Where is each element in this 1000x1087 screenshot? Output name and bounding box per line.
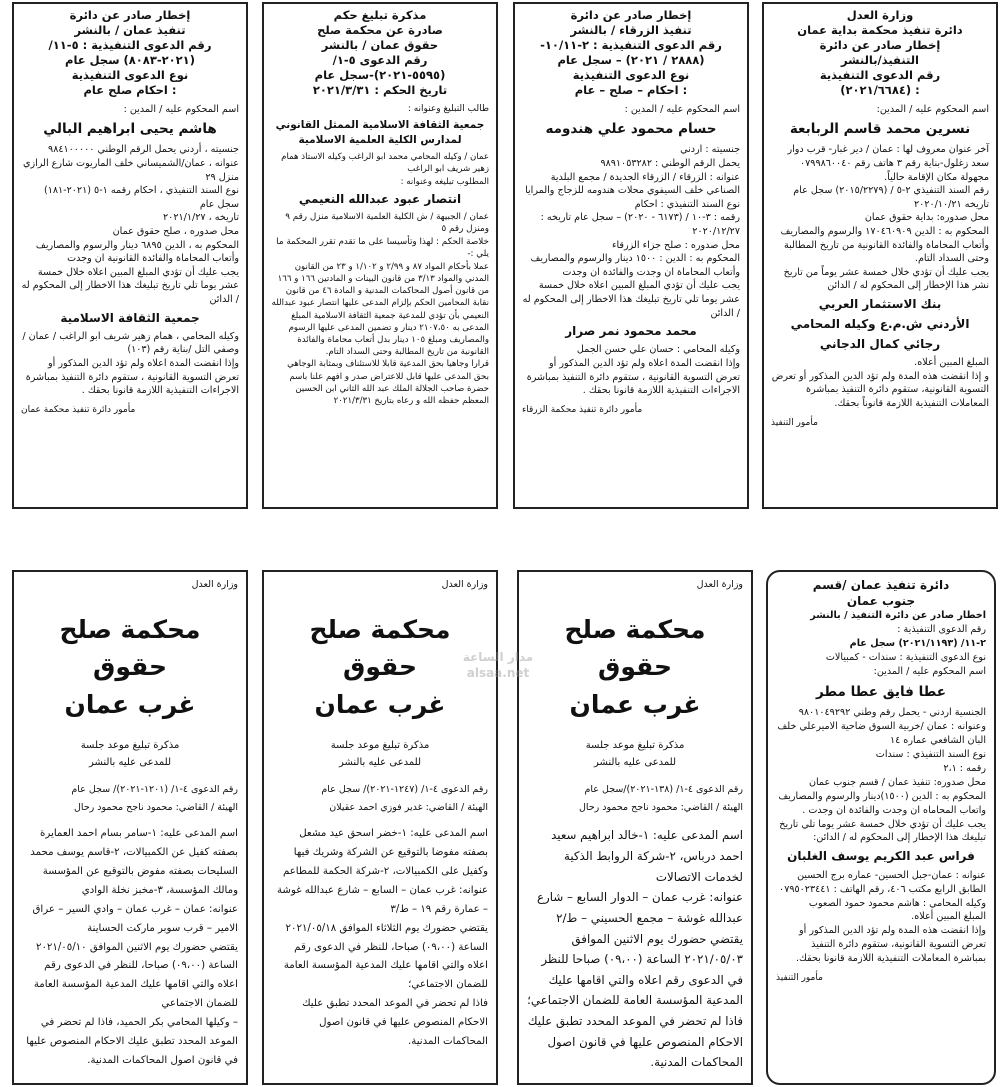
judge-name: الهيئة / القاضي: غدير فوزي احمد عقيلان xyxy=(329,802,488,814)
paragraph: وكيله المحامي : حسان علي حسن الجمل xyxy=(576,344,740,356)
notice-header xyxy=(21,8,239,98)
paragraph: اسم المحكوم عليه / المدين : xyxy=(123,103,239,115)
paragraph: طالب التبليغ وعنوانه : xyxy=(407,103,489,114)
header-line: مذكرة تبليغ حكم xyxy=(333,8,427,22)
header-line: نوع الدعوى التنفيذية xyxy=(572,67,690,82)
paragraph: – وكيلها المحامي بكر الحميد، فاذا لم تحضر في الموعد المحدد تطبق عليك الاحكام المنصوص عليها في قانون اصول المحاكمات المدنية. xyxy=(26,1017,238,1066)
creditor-name: رجائي كمال الدجاني xyxy=(819,337,941,352)
paragraph: اسم المحكوم عليه / المدين: xyxy=(876,103,989,115)
paragraph: قرارا وجاهيا بحق المدعية قابلا للاستئناف وبمثابة الوجاهي بحق المدعى عليها قابل للاعتراض صدر و افهم علنا باسم حضرة صاحب الجلالة الملك عبد الله الثاني ابن الحسين المعظم حفظه الله و رعاه بتاريخ ٢٠٢١/٣/٣١ xyxy=(287,359,489,407)
paragraph: عملا بأحكام المواد ٨٧ و ٢/٩٩ و ١/١٠٢ و ٢٣ من القانون المدني والمواد ٣/١٣ من قانون البينات و المادتين ١٦٦ و ١٦٦ من قانون أصول المحاكمات المدنية و المادة ٤٦ من قانون نقابة المحامين الحكم بإلزام المدعى عليها انتصار عبود عبدالله النعيمي بأن تؤدي للمدعية جمعية الثقافة الاسلامية المبلغ المدعى به ٢١٠٧،٥٠ دينار و تضمين المدعى عليها الرسوم والمصاريف ومبلغ ١٠٥ دينار بدل أتعاب محاماة والفائدة القانونية من تاريخ المطالبة وحتى السداد التام. xyxy=(271,261,489,358)
watermark-latin: alsaa.net xyxy=(466,665,530,680)
court-title xyxy=(527,611,743,724)
notice-west-amman-hearing-2 xyxy=(262,570,498,1085)
debtor-name: عطا فايق عطا مطر xyxy=(815,683,947,700)
paragraph: المحكوم به : الدين : ١٥٠٠ دينار والرسوم والمصاريف وأتعاب المحاماة ان وجدت والفائدة ان وجدت xyxy=(530,253,740,278)
header-line: رقم الدعوى ٥-١/ xyxy=(332,52,428,67)
creditor-name: محمد محمود نمر صرار xyxy=(565,324,697,339)
header-line: دائرة تنفيذ عمان /قسم xyxy=(812,578,950,592)
paragraph: رقمه : ٣-١٠ / (٦١٧٣ - ٢٠٢٠) – سجل عام تاريخه : ٢٠٢٠/١٢/٢٧ xyxy=(540,212,740,238)
notice-header xyxy=(271,8,489,98)
debtor-name: هاشم يحيى ابراهيم البالي xyxy=(43,121,217,138)
paragraph: وإذا انقضت المدة اعلاه ولم تؤد الدين المذكور أو تعرض التسوية القانونية ، ستقوم دائرة التنفيذ بمباشرة الاجراءات التنفيذية اللازمة قانونا بحقك . xyxy=(25,357,239,397)
subtitle-line: مذكرة تبليغ موعد جلسة xyxy=(585,740,685,752)
judge-name: الهيئة / القاضي: محمود ناجح محمود رحال xyxy=(579,802,743,814)
paragraph: يقتضي حضورك يوم الاثنين الموافق ٢٠٢١/٠٥/١٠ الساعة (٠٩،٠٠) صباحا، للنظر في الدعوى رقم اعلاه والتي اقامها عليك المدعية المؤسسة العامة للضمان الاجتماعي xyxy=(33,941,238,1010)
paragraph: فاذا لم تحضر في الموعد المحدد تطبق عليك الاحكام المنصوص عليها في قانون اصول المحاكمات المدنية. xyxy=(302,998,488,1047)
creditor-name: جمعية الثقافة الاسلامية xyxy=(60,310,200,325)
paragraph: المبلغ المبين أعلاه. xyxy=(914,357,989,369)
paragraph: يجب عليك أن تؤدي المبلغ المبين اعلاه خلال خمسة عشر يوما تلي تاريخ تبليغك هذا الاخطار إلى المحكوم له / الدائن xyxy=(522,280,740,319)
notice-amman-first-instance-execution xyxy=(762,2,998,509)
paragraph: الجنسية اردني - يحمل رقم وطني ٩٨٠١٠٤٩٢٩٢ xyxy=(798,707,986,719)
paragraph: نوع الدعوى التنفيذية : سندات - كمبيالات xyxy=(825,651,986,663)
case-number: رقم الدعوى ٤-١/ (١٣٨-٢٠٢١)/سجل عام xyxy=(584,784,743,796)
debtor-name: حسام محمود علي هندومه xyxy=(545,121,717,138)
paragraph: يقتضي حضورك يوم الثلاثاء الموافق ٢٠٢١/٠٥/١٨ الساعة (٠٩،٠٠) صباحا، للنظر في الدعوى رقم اعلاه والتي اقامها عليك المدعية المؤسسة العامة للضمان الاجتماعي؛ xyxy=(283,922,488,991)
notice-footer: مأمور دائرة تنفيذ محكمة الزرقاء xyxy=(522,404,643,415)
paragraph: محل صدوره: بداية حقوق عمان xyxy=(864,212,989,224)
header-line: تنفيذ عمان / بالنشر xyxy=(74,22,186,37)
header-line: نوع الدعوى التنفيذية xyxy=(71,67,189,82)
paragraph: المحكوم به ، الدين ٦٨٩٥ دينار والرسوم والمصاريف وأتعاب المحاماة والفائدة القانونية ان وجدت xyxy=(35,239,239,265)
notice-amman-magistrate-judgment xyxy=(262,2,498,509)
case-meta xyxy=(272,781,488,817)
paragraph: عنوانه : الزرقاء / الزرقاء الجديدة / مجمع البلدية الصناعي خلف السيفوي محلات هندومه للزجاج والمرايا xyxy=(525,171,740,197)
header-line: (٥٥٩٥-٢٠٢١)-سجل عام xyxy=(314,67,446,82)
ministry-label: وزارة العدل xyxy=(696,579,743,590)
court-title-line: محكمة صلح حقوق xyxy=(59,614,201,682)
paragraph: تاريخه ، ٢٠٢١/١/٢٧ xyxy=(163,212,239,224)
court-title-line: محكمة صلح حقوق xyxy=(309,614,451,682)
paragraph: جنسيته ، أردني يحمل الرقم الوطني ٩٨٤١٠٠٠٠٠ xyxy=(48,144,239,156)
paragraph: يقتضي حضورك يوم الاثنين الموافق ٢٠٢١/٠٥/٠٣ الساعة (٠٩،٠٠) صباحا للنظر في الدعوى رقم اعلاه والتي اقامها عليك المدعية المؤسسة العامة للضمان الاجتماعي؛ فاذا لم تحضر في الموعد المحدد تطبق عليك الاحكام المنصوص عليها في قانون اصول المحاكمات المدنية. xyxy=(527,931,743,1070)
ministry-label: وزارة العدل xyxy=(441,579,488,590)
subtitle-line: للمدعى عليه بالنشر xyxy=(88,757,172,769)
header-line: وزارة العدل xyxy=(846,8,914,22)
paragraph: اسم المحكوم عليه / المدين : xyxy=(624,103,740,115)
paragraph: عنوانه : عمان-جبل الحسين- عماره برج الحسين الطابق الرابع مكتب ٤٠٦، رقم الهاتف : ٠٧٩٥٠٢٣٤٤١ xyxy=(779,869,986,895)
court-title xyxy=(22,611,238,724)
header-line: دائرة تنفيذ محكمة بداية عمان xyxy=(797,22,963,37)
header-line: حقوق عمان / بالنشر xyxy=(321,37,439,52)
paragraph: اسم المحكوم عليه / المدين: xyxy=(873,665,986,677)
header-line: إخطار صادر عن دائرة xyxy=(819,37,941,52)
header-line: : (٢٠٢١/٦٦٨٤) xyxy=(840,82,920,97)
header-line: رقم الدعوى التنفيذية : ٥-١١/ xyxy=(48,37,212,52)
notice-footer: مأمور التنفيذ xyxy=(776,973,823,984)
paragraph: يحمل الرقم الوطني : ٩٨٩١٠٥٣٢٨٢ xyxy=(600,158,740,169)
paragraph: المطلوب تبليغه وعنوانه : xyxy=(400,176,489,187)
notice-subtitle xyxy=(22,737,238,771)
header-line: (٢٠٢١-٨٠٨٣) سجل عام xyxy=(65,52,195,67)
paragraph: يجب عليك أن تؤدي المبلغ المبين اعلاه خلال خمسة عشر يوما تلي تاريخ تبليغك هذا الاخطار إلى المحكوم له / الدائن xyxy=(21,266,239,306)
defendant-name: انتصار عبود عبدالله النعيمي xyxy=(298,191,462,206)
notice-footer: مأمور دائرة تنفيذ محكمة عمان xyxy=(21,404,136,415)
court-title-line: محكمة صلح حقوق xyxy=(564,614,706,682)
subtitle-line: للمدعى عليه بالنشر xyxy=(338,757,422,769)
paragraph: عمان / الجبيهة / ش الكلية العلمية الاسلامية منزل رقم ٩ ومنزل رقم ٥ xyxy=(285,211,489,235)
ministry-label: وزارة العدل xyxy=(191,579,238,590)
header-line: إخطار صادر عن دائرة xyxy=(570,8,692,22)
paragraph: اسم المدعى عليه: ١-سامر بسام احمد العمايرة بصفته كفيل عن الكمبيالات، ٢-قاسم يوسف محمد السليحات بصفته مفوض بالتوقيع عن المؤسسة ومالك المؤسسة، ٣-مخبز نخلة الوادي xyxy=(30,828,238,896)
header-line: : احكام صلح عام xyxy=(83,82,177,97)
paragraph: محل صدوره : صلح جزاء الزرقاء xyxy=(611,239,740,251)
notice-south-amman-execution xyxy=(766,570,996,1085)
paragraph: يجب عليك أن تؤدي خلال خمسة عشر يوما تلي تاريخ تبليغك هذا الإخطار إلى المحكوم له / الدائن: xyxy=(779,818,986,844)
paragraph: المحكوم به : الدين (١٥٠٠)دينار والرسوم والمصاريف واتعاب المحاماه ان وجدت والفائدة ان وجدت . xyxy=(778,790,986,816)
paragraph: عمان / وكيله المحامي محمد ابو الراغب وكيله الاستاذ همام زهير شريف ابو الراغب xyxy=(281,152,489,175)
paragraph: المحكوم به : الدين ١٧٠٤٦٠٩٠٩ والرسوم والمصاريف وأتعاب المحاماة والفائدة القانونية من تاريخ المطالبة وحتى السداد التام. xyxy=(780,226,989,265)
notice-west-amman-hearing-3 xyxy=(12,570,248,1085)
case-number: رقم الدعوى ٤-١/ (١٢٤٧-٢٠٢١)/ سجل عام xyxy=(321,784,488,796)
case-meta xyxy=(527,781,743,817)
notice-zarqa-execution xyxy=(513,2,749,509)
court-title-line: غرب عمان xyxy=(314,689,446,719)
paragraph: عنوانه: عمان – غرب عمان – وادي السير – عراق الامير – قرب سوبر ماركت الحساينة xyxy=(32,903,238,934)
paragraph: نوع السند التنفيذي : احكام xyxy=(634,198,740,210)
paragraph: وكيله المحامي ، همام زهير شريف ابو الراغب / عمان / وصفي التل /بناية رقم (١٠٣) xyxy=(22,330,239,356)
paragraph: عنوانه ، عمان/الشميساني خلف الماريوت شارع الرازي منزل ٢٩ xyxy=(22,158,239,183)
paragraph: وإذا انقضت هذه المدة ولم تؤد الدين المذكور أو تعرض التسوية القانونية، ستقوم دائرة التنفيذ بمباشرة المعاملات التنفيذية اللازمة قانونا بحقك. xyxy=(795,925,986,965)
paragraph: وإذا انقضت المدة اعلاه ولم تؤد الدين المذكور أو تعرض التسوية القانونية ، ستقوم دائرة التنفيذ بمباشرة الاجراءات التنفيذية اللازمة قانونا بحقك . xyxy=(526,357,740,397)
paragraph: نوع السند التنفيذي : سندات xyxy=(875,749,986,760)
paragraph: خلاصة الحكم : لهذا وتأسيسا على ما تقدم تقرر المحكمة ما يلي :- xyxy=(276,236,489,260)
creditor-name: الأردني ش.م.ع وكيله المحامي xyxy=(790,317,970,332)
header-line: رقم الدعوى التنفيذية xyxy=(819,67,941,82)
case-number: رقم الدعوى ٤-١/ (١٢٠١-٢٠٢١)/ سجل عام xyxy=(71,784,238,796)
header-line: رقم الدعوى التنفيذية : ٢-١٠/١١- xyxy=(540,37,722,52)
court-title-line: غرب عمان xyxy=(569,689,701,719)
case-meta xyxy=(22,781,238,817)
paragraph: وكيله المحامي : هاشم محمود حمود الصعوب xyxy=(808,897,986,909)
paragraph: جنسيته : اردني xyxy=(680,144,740,156)
header-line: (٢٨٨٨ / ٢٠٢١) – سجل عام xyxy=(557,52,705,67)
paragraph: رقم السند التنفيذي ٢-٥ / (٢٠١٥/٢٢٧٩) سجل عام تاريخه ٢٠٢٠/١٠/٢١ xyxy=(793,185,989,210)
paragraph: عنوانه: غرب عمان – السابع – شارع عبدالله غوشة – عمارة رقم ١٩ – ط/٣ xyxy=(276,884,488,915)
header-line: تاريخ الحكم : ٢٠٢١/٣/٣١ xyxy=(312,82,448,97)
notice-amman-execution xyxy=(12,2,248,509)
header-line: إخطار صادر عن دائرة xyxy=(69,8,191,22)
paragraph: ٢-١١/ (٢٠٢١/١١٩٣) سجل عام xyxy=(849,638,986,649)
paragraph: و إذا انقضت هذه المدة ولم تؤد الدين المذكور أو تعرض التسوية القانونية، ستقوم دائرة التنفيذ بمباشرة المعاملات التنفيذية اللازمة قانوناً بحقك. xyxy=(771,370,989,410)
paragraph: رقمه : ٢،١ xyxy=(943,762,986,774)
header-line: التنفيذ/بالنشر xyxy=(841,52,919,67)
paragraph: عنوانه: غرب عمان – الدوار السابع – شارع عبدالله غوشة – مجمع الحسيني – ط/٢ xyxy=(536,890,743,925)
creditor-name: فراس عبد الكريم يوسف الغلبان xyxy=(787,849,975,864)
paragraph: يجب عليك أن تؤدي خلال خمسة عشر يوماً من تاريخ نشر هذا الإخطار إلى المحكوم له / الدائن xyxy=(783,266,989,292)
judge-name: الهيئة / القاضي: محمود ناجح محمود رحال xyxy=(74,802,238,814)
watermark-arabic: مدار الساعة xyxy=(462,650,534,664)
court-title-line: غرب عمان xyxy=(64,689,196,719)
subtitle-line: مذكرة تبليغ موعد جلسة xyxy=(330,740,430,752)
header-line: : احكام – صلح – عام xyxy=(574,82,688,97)
notice-header xyxy=(522,8,740,98)
creditor-name: بنك الاستثمار العربي xyxy=(818,297,942,312)
paragraph: محل صدوره ، صلح حقوق عمان xyxy=(112,226,239,238)
paragraph: آخر عنوان معروف لها : عمان / دير غبار- قرب دوار سعد زغلول-بناية رقم ٣ هاتف رقم ٠٧٩٩٨٦٠٠٤٠ مجهولة مكان الإقامة حالياً. xyxy=(787,144,989,183)
requester-name: جمعية الثقافة الاسلامية الممثل القانوني لمدارس الكلية العلمية الاسلامية xyxy=(275,119,485,147)
paragraph: وعنوانه : عمان /خربية السوق ضاحية الاميرعلي خلف البان الشافعي عماره ١٤ xyxy=(777,721,986,747)
paragraph: رقم الدعوى التنفيذية : xyxy=(897,624,986,636)
notice-west-amman-hearing-1 xyxy=(517,570,753,1085)
header-line: صادرة عن محكمة صلح xyxy=(317,22,443,37)
notice-subtitle xyxy=(527,737,743,771)
watermark xyxy=(448,650,548,681)
paragraph: اسم المدعى عليه: ١-خضر اسحق عيد مشعل بصفته مفوضا بالتوقيع عن الشركة وشريك فيها وكفيل على الكمبيالات، ٢-شركة الحكمة للمطاعم xyxy=(282,828,488,878)
notice-header xyxy=(771,8,989,98)
paragraph: نوع السند التنفيذي ، احكام رقمه ١-٥ (٢٠٢١-١٨١) سجل عام xyxy=(43,185,239,210)
paragraph: اخطار صادر عن دائرة التنفيذ / بالنشر xyxy=(810,610,986,622)
header-line: جنوب عمان xyxy=(846,593,916,608)
debtor-name: نسرين محمد قاسم الربابعة xyxy=(789,121,971,138)
paragraph: اسم المدعى عليه: ١-خالد ابراهيم سعيد احمد درباس، ٢-شركة الروابط الذكية لخدمات الاتصالات xyxy=(551,828,743,884)
notice-footer: مأمور التنفيذ xyxy=(771,417,818,428)
header-line: تنفيذ الزرقاء / بالنشر xyxy=(570,22,692,37)
notice-subtitle xyxy=(272,737,488,771)
paragraph: محل صدوره: تنفيذ عمان / قسم جنوب عمان xyxy=(808,776,986,788)
paragraph: المبلغ المبين أعلاه. xyxy=(911,911,986,923)
subtitle-line: للمدعى عليه بالنشر xyxy=(593,757,677,769)
subtitle-line: مذكرة تبليغ موعد جلسة xyxy=(80,740,180,752)
